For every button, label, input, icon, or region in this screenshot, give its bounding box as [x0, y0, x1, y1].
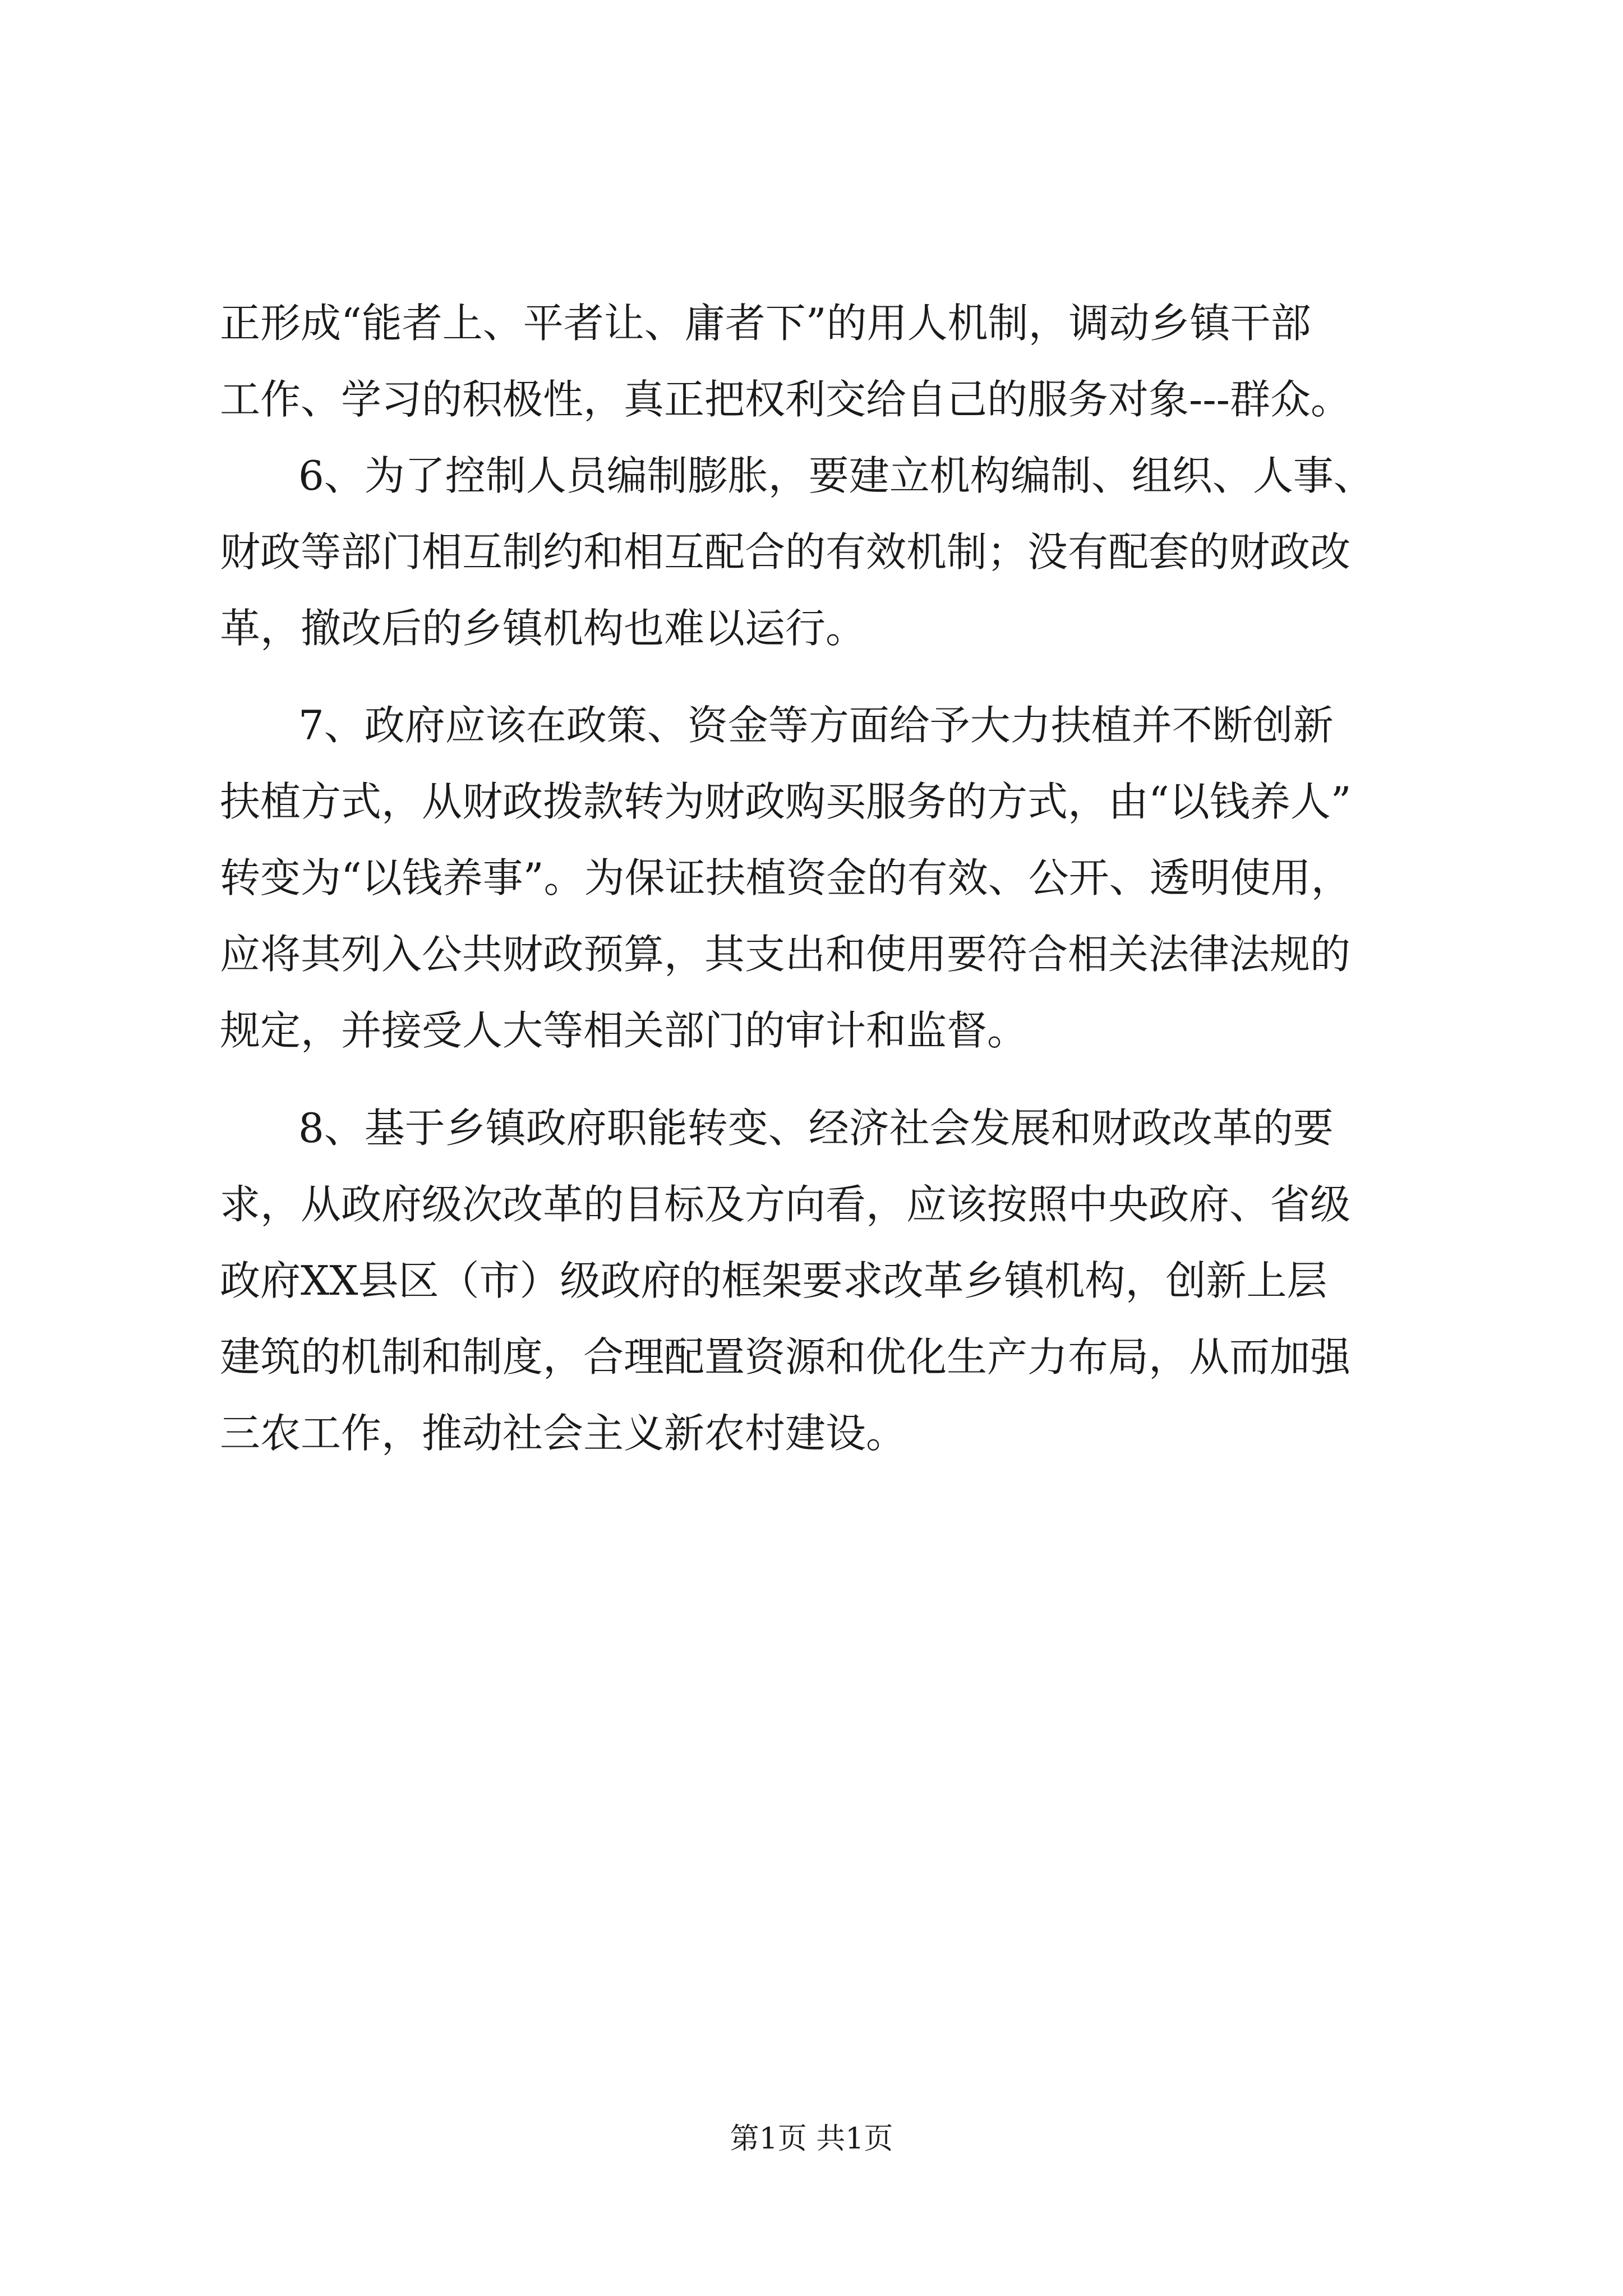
text-line: 应将其列入公共财政预算，其支出和使用要符合相关法律法规的 — [220, 931, 1351, 978]
text-line: 三农工作，推动社会主义新农村建设。 — [220, 1410, 907, 1457]
text-line: 扶植方式，从财政拨款转为财政购买服务的方式，由“以钱养人” — [220, 778, 1352, 825]
text-line: 转变为“以钱养事”。为保证扶植资金的有效、公开、透明使用， — [220, 854, 1352, 901]
text-line: 财政等部门相互制约和相互配合的有效机制；没有配套的财政改 — [220, 528, 1351, 576]
text-line: 8、基于乡镇政府职能转变、经济社会发展和财政改革的要 — [298, 1105, 1334, 1152]
text-line: 求，从政府级次改革的目标及方向看，应该按照中央政府、省级 — [220, 1181, 1351, 1228]
text-line: 工作、学习的积极性，真正把权利交给自己的服务对象---群众。 — [220, 376, 1351, 423]
text-line: 革，撤改后的乡镇机构也难以运行。 — [220, 605, 866, 652]
text-line: 建筑的机制和制度，合理配置资源和优化生产力布局，从而加强 — [220, 1333, 1351, 1381]
text-line: 正形成“能者上、平者让、庸者下”的用人机制，调动乡镇干部 — [220, 300, 1311, 347]
text-line: 6、为了控制人员编制膨胀，要建立机构编制、组织、人事、 — [298, 452, 1374, 499]
page-number-footer: 第1页 共1页 — [730, 2122, 893, 2156]
text-line: 7、政府应该在政策、资金等方面给予大力扶植并不断创新 — [298, 702, 1334, 749]
text-line: 规定，并接受人大等相关部门的审计和监督。 — [220, 1007, 1028, 1054]
text-line: 政府XX县区（市）级政府的框架要求改革乡镇机构，创新上层 — [220, 1257, 1327, 1304]
